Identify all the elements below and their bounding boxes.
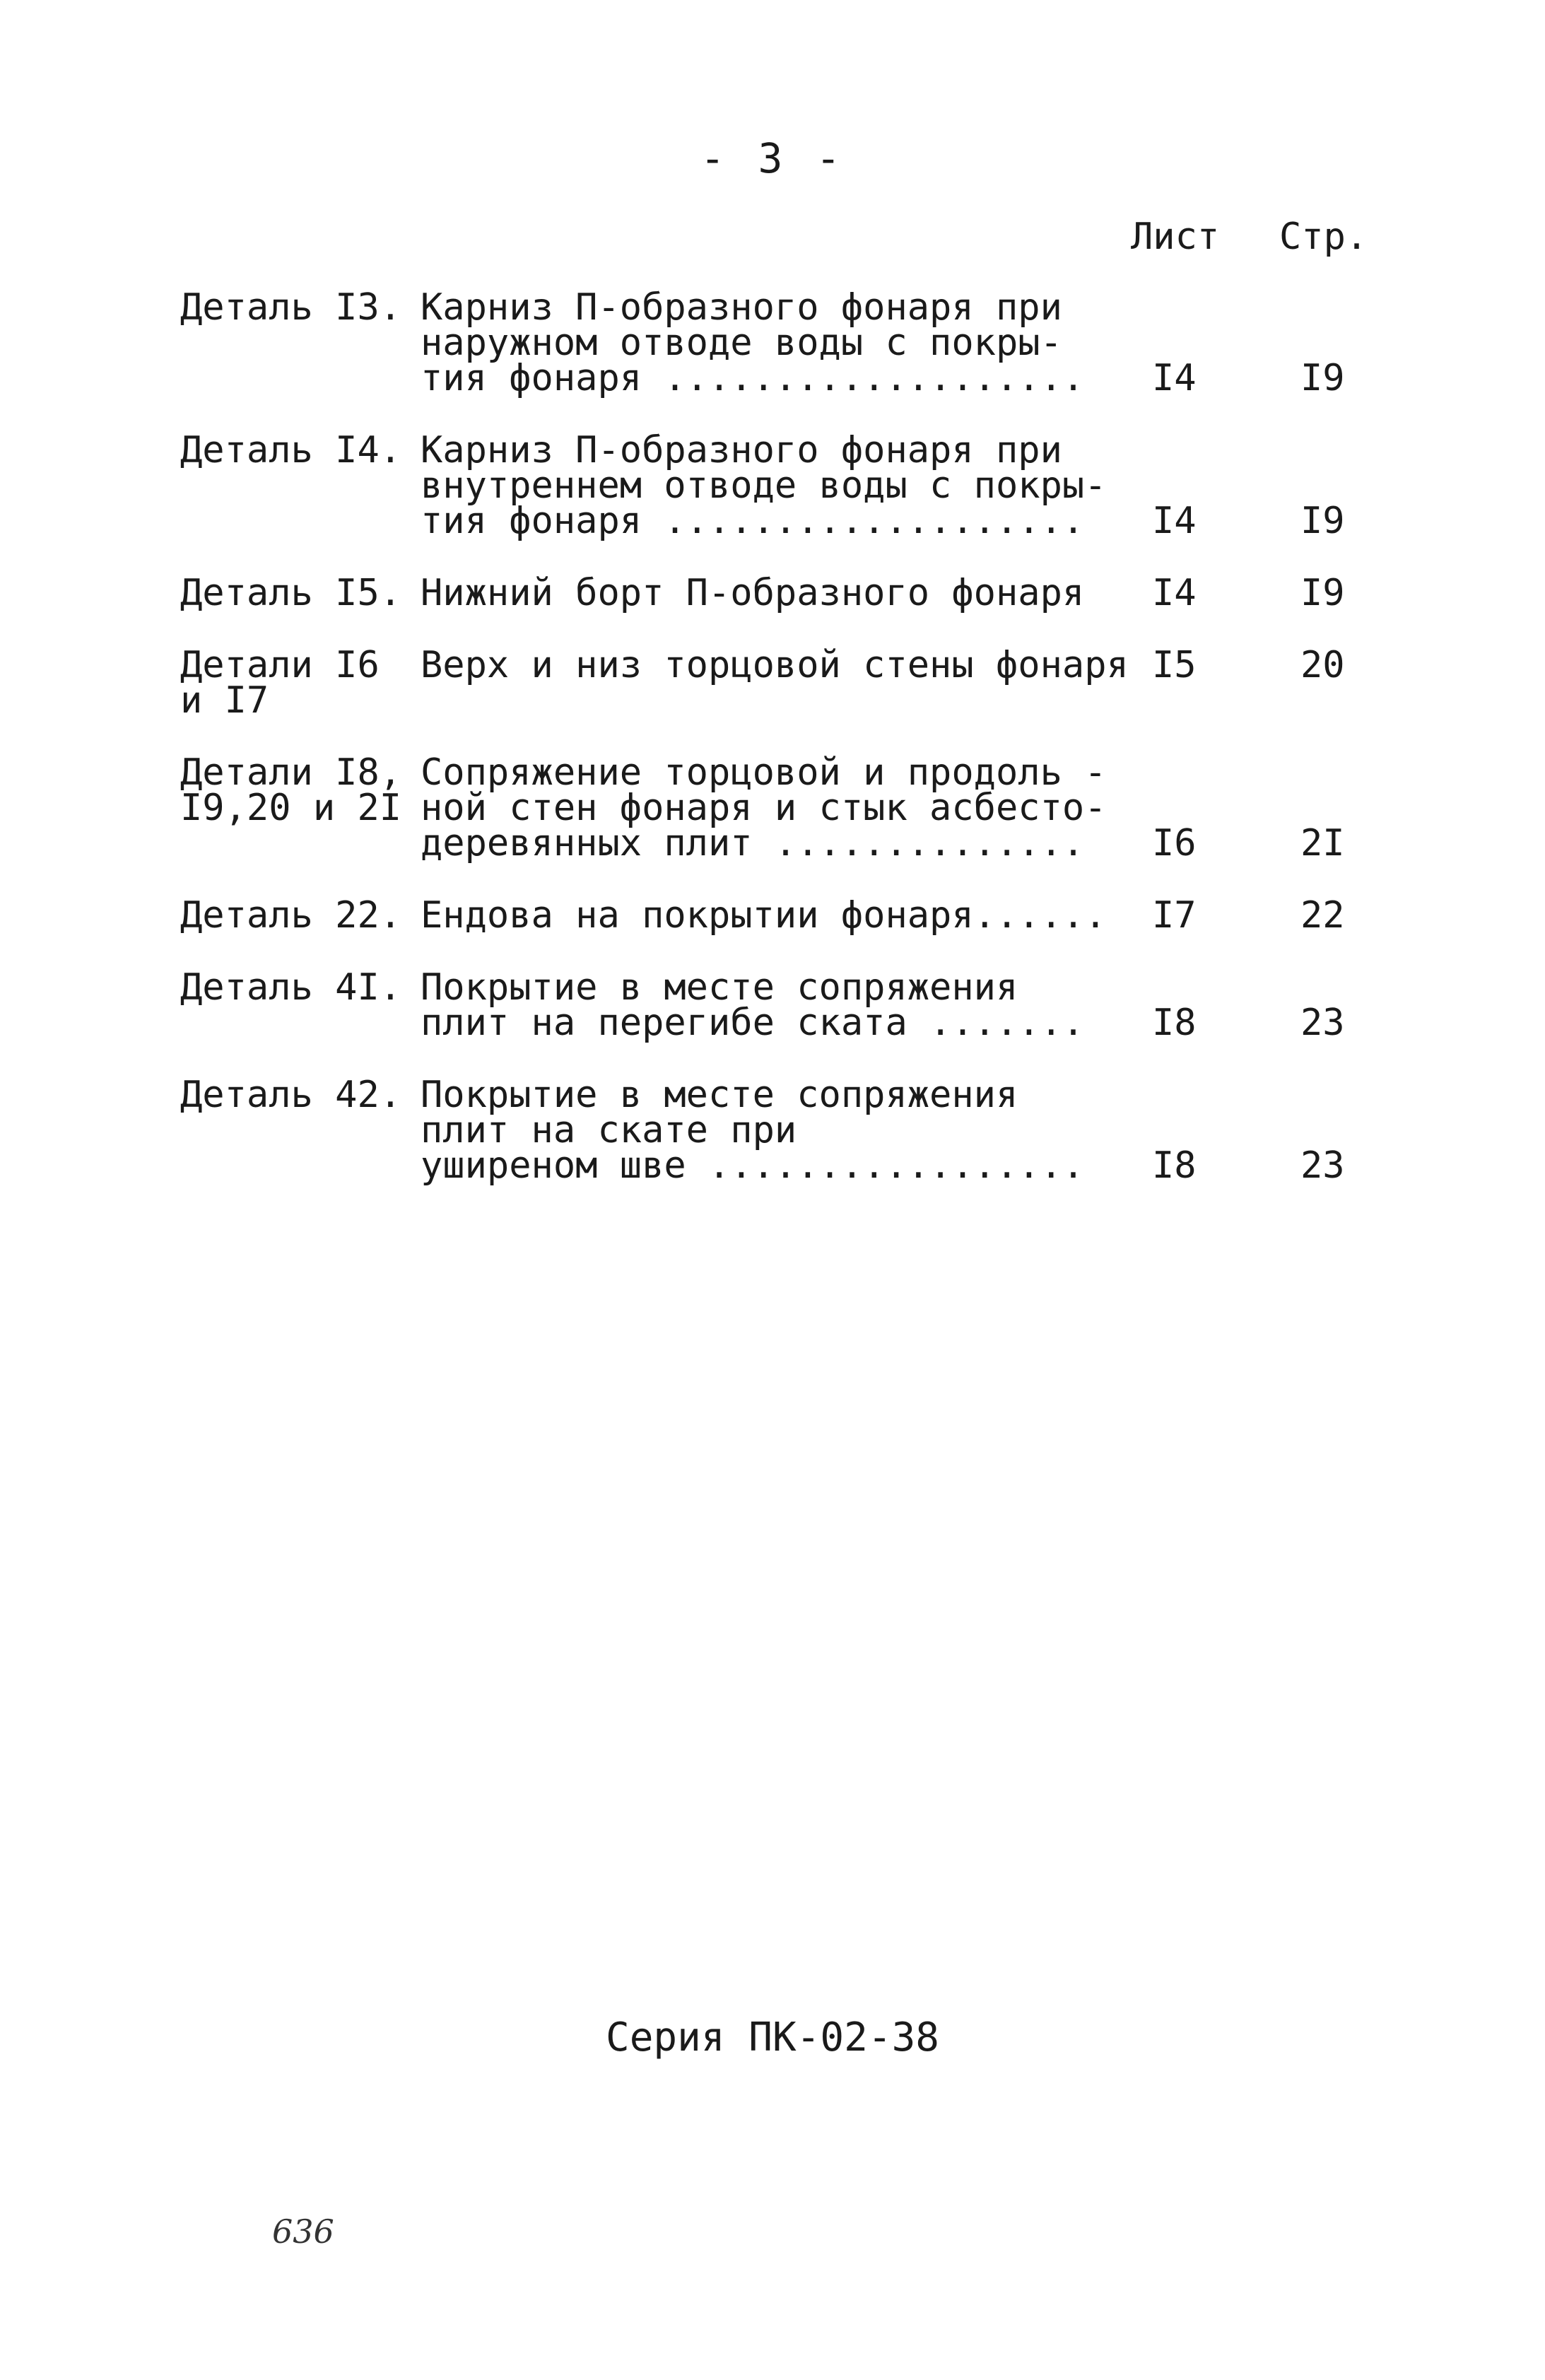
entry-page-number: 22 (1300, 894, 1345, 937)
toc-entry (180, 751, 1396, 864)
entry-title: Покрытие в месте сопряжения плит на скате при уширеном шве ................. (421, 1074, 1085, 1187)
entry-label: Деталь 4I. (180, 966, 402, 1009)
entry-title: Покрытие в месте сопряжения плит на перегибе ската ....... (421, 966, 1085, 1044)
entry-sheet-number: I4 (1152, 500, 1197, 542)
toc-entry (180, 894, 1396, 937)
entry-title: Нижний борт П-образного фонаря (421, 572, 1085, 614)
entry-sheet-number: I8 (1152, 1002, 1197, 1044)
entry-sheet-number: I7 (1152, 894, 1197, 937)
entry-title: Карниз П-образного фонаря при наружном отводе воды с покры- тия фонаря ................... (421, 286, 1085, 399)
toc-entry (180, 572, 1396, 614)
column-header-sheet: Лист (1131, 216, 1220, 258)
entry-sheet-number: I5 (1152, 644, 1197, 686)
entry-label: Детали I6 и I7 (180, 644, 380, 722)
entry-sheet-number: I4 (1152, 357, 1197, 399)
toc-entry (180, 644, 1396, 722)
toc-entry (180, 1074, 1396, 1187)
entry-page-number: 23 (1300, 1144, 1345, 1187)
entry-label: Деталь I5. (180, 572, 402, 614)
entry-title: Сопряжение торцовой и продоль - ной стен фонаря и стык асбесто- деревянных плит .............. (421, 751, 1107, 864)
series-designation: Серия ПК-02-38 (605, 2015, 939, 2060)
entry-label: Деталь 22. (180, 894, 402, 937)
toc-entry (180, 429, 1396, 542)
entry-title: Верх и низ торцовой стены фонаря (421, 644, 1129, 686)
entry-label: Детали I8, I9,20 и 2I (180, 751, 402, 829)
toc-entry (180, 286, 1396, 399)
entry-label: Деталь I4. (180, 429, 402, 471)
page-number: - 3 - (700, 134, 845, 182)
entry-sheet-number: I6 (1152, 822, 1197, 864)
entry-page-number: I9 (1300, 357, 1345, 399)
entry-page-number: 20 (1300, 644, 1345, 686)
entry-page-number: I9 (1300, 500, 1345, 542)
entry-label: Деталь I3. (180, 286, 402, 329)
entry-page-number: I9 (1300, 572, 1345, 614)
handwritten-page-note: 636 (272, 2212, 334, 2251)
toc-entry (180, 966, 1396, 1044)
entry-page-number: 2I (1300, 822, 1345, 864)
entry-title: Ендова на покрытии фонаря...... (421, 894, 1107, 937)
entry-sheet-number: I8 (1152, 1144, 1197, 1187)
entry-label: Деталь 42. (180, 1074, 402, 1116)
entry-title: Карниз П-образного фонаря при внутреннем отводе воды с покры- тия фонаря ................... (421, 429, 1107, 542)
column-header-page: Стр. (1279, 216, 1368, 258)
entry-page-number: 23 (1300, 1002, 1345, 1044)
table-of-contents (180, 286, 1396, 1220)
entry-sheet-number: I4 (1152, 572, 1197, 614)
